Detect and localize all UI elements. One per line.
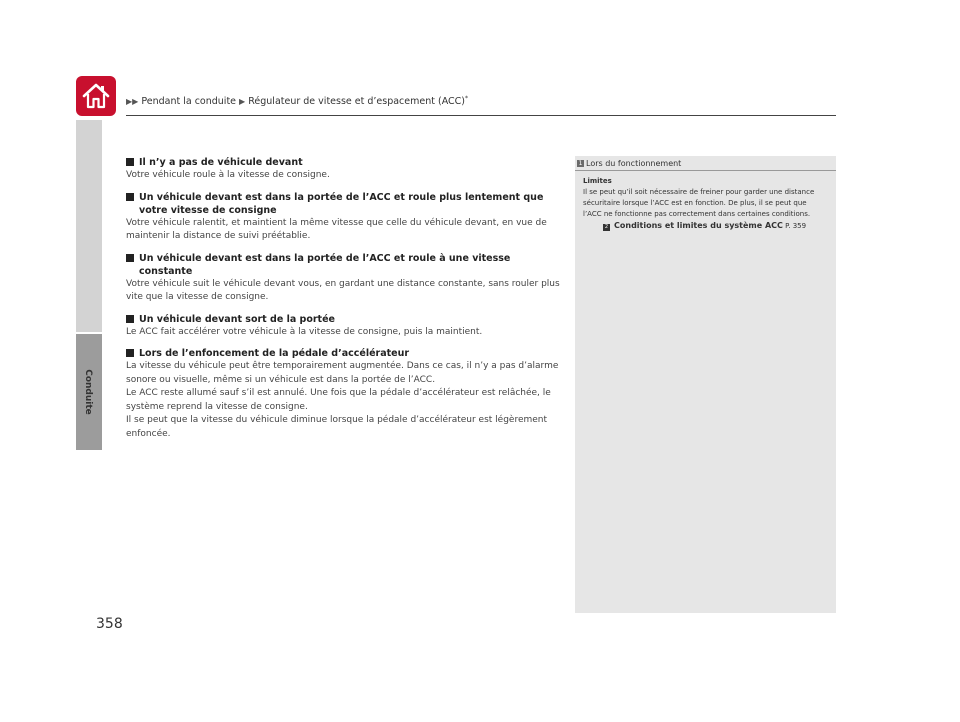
section-body: Votre véhicule suit le véhicule devant vous, en gardant une distance constante, sans rouler plus vite que la vitesse de consigne.: [126, 278, 560, 302]
section-heading: Lors de l’enfoncement de la pédale d’accélérateur: [126, 347, 562, 360]
section-constant-speed: [126, 252, 562, 305]
section-heading: Il n’y a pas de véhicule devant: [126, 156, 562, 169]
section-heading: Un véhicule devant est dans la portée de l’ACC et roule à une vitesse constante: [126, 252, 562, 278]
note-number-icon: 1: [578, 159, 583, 167]
section-body: Le ACC fait accélérer votre véhicule à la vitesse de consigne, puis la maintient.: [126, 326, 483, 337]
section-body: Votre véhicule ralentit, et maintient la même vitesse que celle du véhicule devant, en vue de maintenir la distance de suivi préétablie.: [126, 217, 547, 241]
square-bullet-icon: [126, 193, 134, 201]
reference-title: Conditions et limites du système ACC: [614, 221, 783, 230]
section-vehicle-leaves: [126, 313, 562, 340]
side-tab-top: [76, 120, 102, 332]
main-content: [126, 156, 562, 449]
section-heading: Un véhicule devant est dans la portée de l’ACC et roule plus lentement que votre vitesse de consigne: [126, 191, 562, 217]
note-reference-link[interactable]: [583, 220, 826, 232]
section-no-vehicle: [126, 156, 562, 183]
section-slower-vehicle: [126, 191, 562, 244]
breadcrumb: [126, 95, 468, 107]
note-subtitle: Limites: [583, 177, 612, 185]
header-rule: [126, 115, 836, 116]
home-button[interactable]: [76, 76, 116, 116]
square-bullet-icon: [126, 315, 134, 323]
breadcrumb-item-driving[interactable]: Pendant la conduite: [141, 96, 237, 108]
reference-arrow-icon: 2: [604, 224, 609, 230]
section-body: La vitesse du véhicule peut être temporairement augmentée. Dans ce cas, il n’y a pas d’alarme sonore ou visuelle, même si un véhicule est dans la portée de l’ACC.: [126, 361, 559, 385]
note-title: Lors du fonctionnement: [586, 158, 682, 168]
breadcrumb-arrow-icon: ▶▶: [126, 97, 139, 107]
note-text: Il se peut qu’il soit nécessaire de freiner pour garder une distance sécuritaire lorsque l’ACC est en fonction. De plus, il se peut que l’ACC ne fonctionne pas correctement dans certaines conditions.: [583, 188, 815, 218]
note-body: [575, 171, 836, 232]
section-body-3: Il se peut que la vitesse du véhicule diminue lorsque la pédale d’accélérateur est légèrement enfoncée.: [126, 415, 548, 439]
square-bullet-icon: [126, 254, 134, 262]
breadcrumb-arrow-icon: ▶: [239, 97, 246, 107]
side-tab-label: Conduite: [83, 369, 93, 415]
note-header: [575, 156, 836, 171]
reference-page: P. 359: [785, 222, 807, 230]
section-heading: Un véhicule devant sort de la portée: [126, 313, 562, 326]
section-body-2: Le ACC reste allumé sauf s’il est annulé. Une fois que la pédale d’accélérateur est relâchée, le système reprend la vitesse de consigne.: [126, 388, 551, 412]
breadcrumb-item-acc[interactable]: Régulateur de vitesse et d’espacement (ACC): [248, 96, 465, 108]
section-accelerator: [126, 347, 562, 441]
breadcrumb-mark: *: [465, 95, 468, 102]
home-icon: [81, 82, 111, 110]
square-bullet-icon: [126, 349, 134, 357]
section-body: Votre véhicule roule à la vitesse de consigne.: [126, 170, 330, 180]
page-number: 358: [96, 616, 123, 632]
side-note: [575, 156, 836, 613]
square-bullet-icon: [126, 158, 134, 166]
